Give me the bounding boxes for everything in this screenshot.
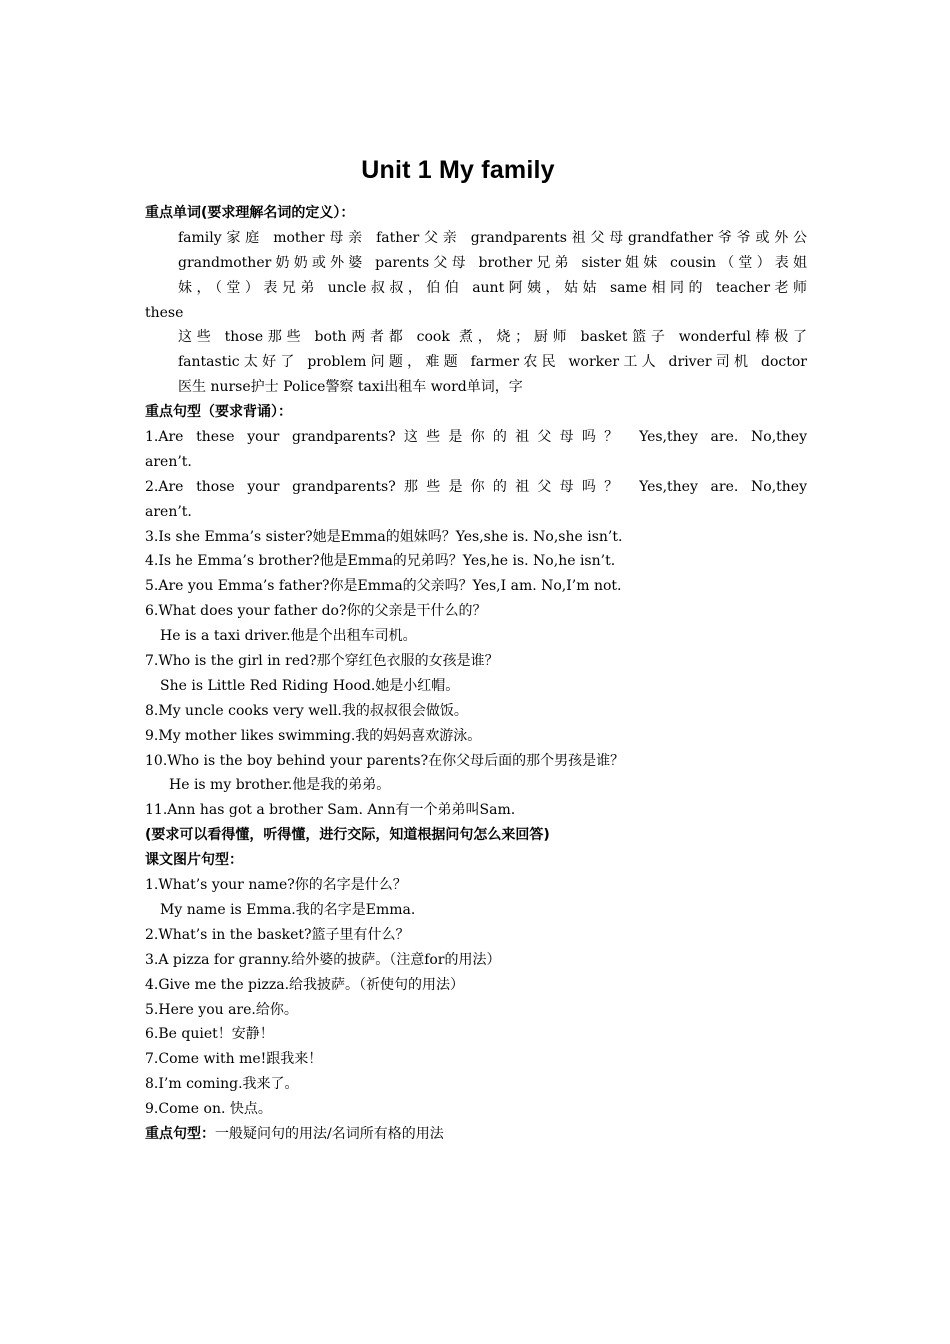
sentence-line: 11.Ann has got a brother Sam. Ann有一个弟弟叫Sam.	[145, 802, 516, 819]
sentence-line: aren’t.	[145, 503, 192, 520]
grammar-line	[145, 1122, 807, 1147]
sentence-line: 6.What does your father do?你的父亲是干什么的？	[145, 603, 487, 620]
picture-sentence: 8.I’m coming.我来了。	[145, 1076, 299, 1093]
sentence-line: 5.Are you Emma’s father?你是Emma的父亲吗？Yes,I am. No,I’m not.	[145, 578, 622, 595]
sentence-answer: He is a taxi driver.他是个出租车司机。	[160, 628, 417, 645]
sentence-line: aren’t.	[145, 453, 192, 470]
picture-sentence: 1.What’s your name?你的名字是什么？	[145, 877, 407, 894]
sentence-answer: She is Little Red Riding Hood.她是小红帽。	[160, 677, 460, 694]
sentence-line: 4.Is he Emma’s brother?他是Emma的兄弟吗？Yes,he is. No,he isn’t.	[145, 553, 616, 570]
sentence-line: 9.My mother likes swimming.我的妈妈喜欢游泳。	[145, 727, 482, 744]
document-body	[145, 201, 807, 1147]
pictures-heading: 课文图片句型：	[145, 852, 243, 869]
vocab-line: family家庭 mother母亲 father父亲 grandparents祖父母grandfather爷爷或外公	[178, 229, 807, 246]
vocab-heading: 重点单词(要求理解名词的定义）：	[145, 205, 355, 221]
grammar-text: 一般疑问句的用法/名词所有格的用法	[215, 1125, 444, 1142]
picture-sentence: 4.Give me the pizza.给我披萨。（祈使句的用法）	[145, 976, 465, 993]
vocab-line: 这些 those那些 both两者都 cook 煮，烧；厨师 basket篮子 wonderful棒极了	[178, 329, 807, 346]
sentence-line: 3.Is she Emma’s sister?她是Emma的姐妹吗？Yes,she is. No,she isn’t.	[145, 528, 623, 545]
sentence-line: 7.Who is the girl in red?那个穿红色衣服的女孩是谁？	[145, 653, 499, 670]
picture-sentence: 3.A pizza for granny.给外婆的披萨。（注意for的用法）	[145, 951, 501, 968]
vocab-line: grandmother奶奶或外婆 parents父母 brother兄弟 sister姐妹 cousin（堂）表姐	[178, 254, 807, 271]
sentences-heading: 重点句型（要求背诵）：	[145, 404, 292, 421]
picture-answer: My name is Emma.我的名字是Emma.	[160, 901, 416, 918]
sentence-line: 10.Who is the boy behind your parents?在你父母后面的那个男孩是谁？	[145, 752, 625, 769]
sentence-line: 8.My uncle cooks very well.我的叔叔很会做饭。	[145, 702, 468, 719]
vocab-line: these	[145, 304, 184, 321]
sentence-line: 2.Are those your grandparents?那些是你的祖父母吗？ Yes,they are. No,they	[145, 478, 807, 495]
picture-sentence: 7.Come with me!跟我来！	[145, 1051, 323, 1068]
vocab-line: 妹，（堂）表兄弟 uncle叔叔，伯伯 aunt阿姨，姑姑 same相同的 teacher老师	[178, 279, 807, 296]
sentence-line: 1.Are these your grandparents?这些是你的祖父母吗？ Yes,they are. No,they	[145, 429, 807, 446]
page-title: Unit 1 My family	[361, 156, 555, 184]
grammar-label: 重点句型：	[145, 1125, 215, 1142]
sentence-answer: He is my brother.他是我的弟弟。	[169, 777, 391, 794]
requirement-note: (要求可以看得懂，听得懂，进行交际，知道根据问句怎么来回答)	[145, 827, 550, 844]
vocab-line: fantastic太好了 problem问题，难题 farmer农民 worker工人 driver司机 doctor	[178, 354, 807, 371]
picture-sentence: 9.Come on. 快点。	[145, 1101, 272, 1118]
vocab-line: 医生 nurse护士 Police警察 taxi出租车 word单词，字	[178, 379, 523, 396]
picture-sentence: 6.Be quiet！安静！	[145, 1026, 274, 1043]
picture-sentence: 2.What’s in the basket?篮子里有什么？	[145, 926, 410, 943]
picture-sentence: 5.Here you are.给你。	[145, 1001, 298, 1018]
